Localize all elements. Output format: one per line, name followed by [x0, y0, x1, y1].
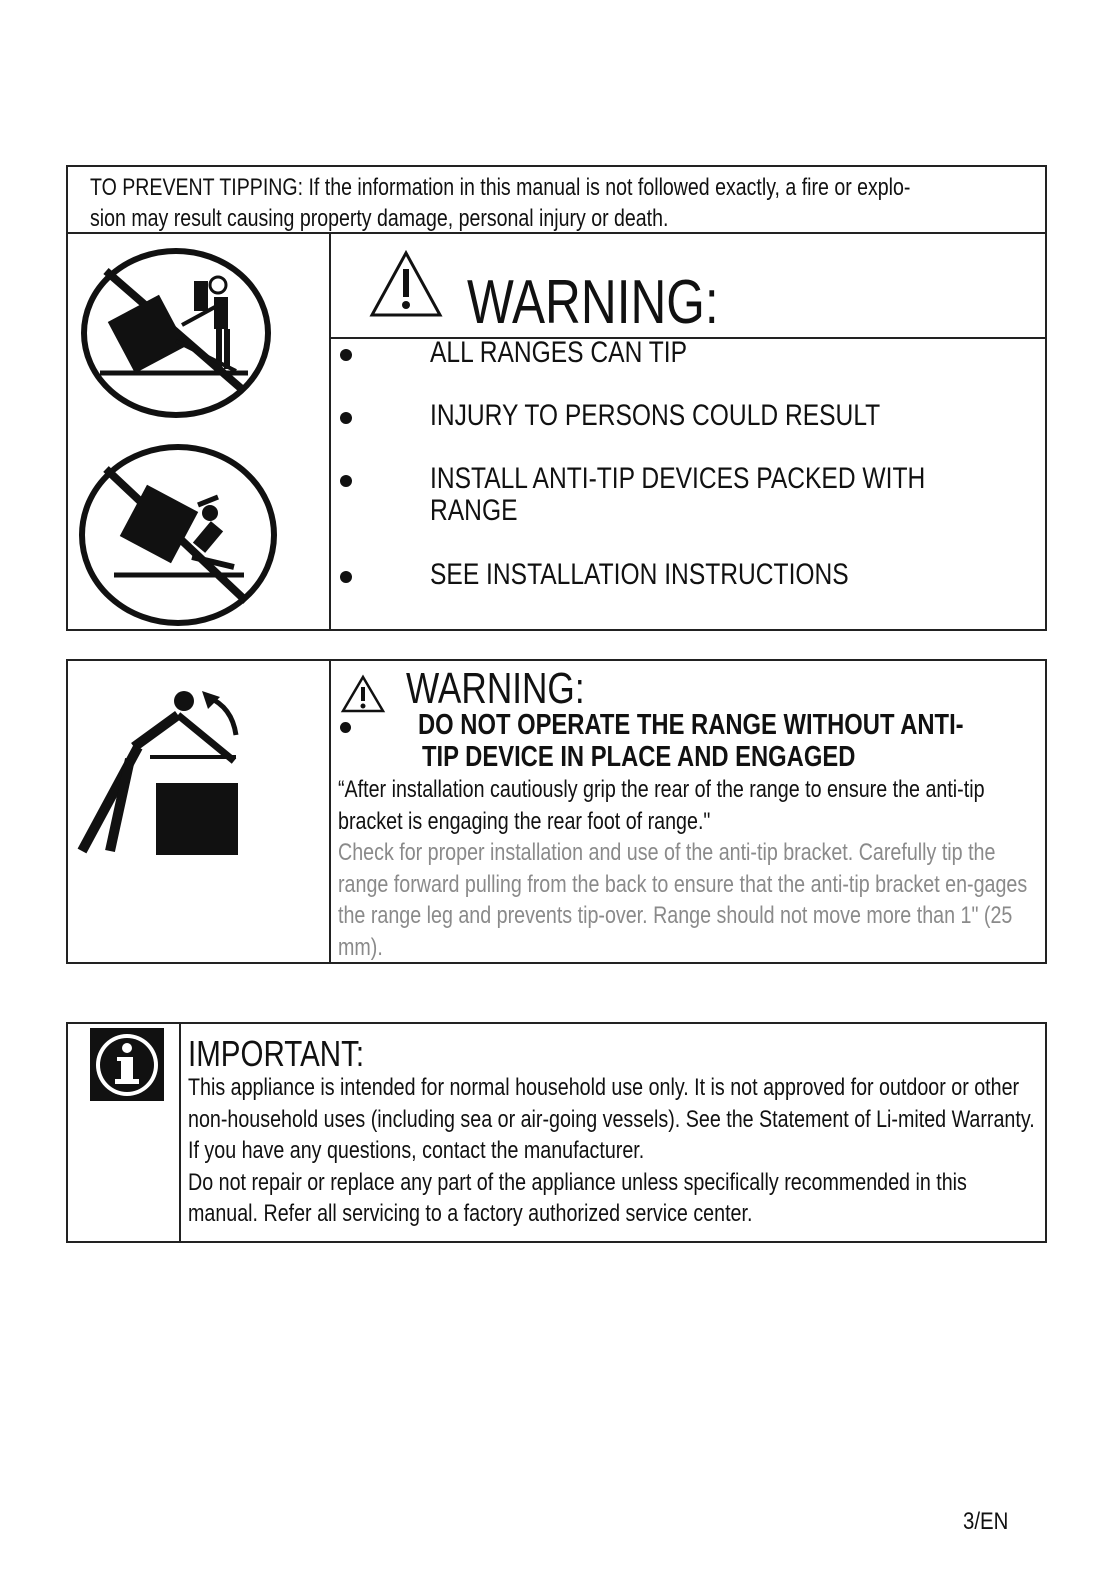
section2-divider	[329, 661, 331, 964]
warning-title	[406, 664, 629, 714]
tipping-text-line2: sion may result causing property damage, personal injury or death.	[90, 205, 669, 232]
bullet-text: SEE INSTALLATION INSTRUCTIONS	[430, 558, 849, 591]
warning-triangle-icon	[368, 249, 444, 319]
warning-triangle-icon	[340, 674, 386, 714]
page-number: 3/EN	[963, 1508, 1009, 1535]
tipping-label: TO PREVENT TIPPING:	[90, 174, 304, 201]
no-tipping-icon-2	[74, 439, 282, 629]
important-box	[66, 1022, 1047, 1243]
section1-divider	[329, 232, 331, 631]
no-tipping-icon	[76, 241, 276, 421]
bullet-dot	[340, 571, 352, 583]
bold-bullet-line2: TIP DEVICE IN PLACE AND ENGAGED	[422, 741, 856, 773]
anti-tip-warning-box	[66, 659, 1047, 964]
bullet-text: ALL RANGES CAN TIP	[430, 336, 688, 369]
important-paragraph-1: This appliance is intended for normal household use only. It is not approved for outdoor or other non-household uses (including sea or air-going vessels). See the Statement of Li-mited Warranty. If you have any questions, contact the manufacturer.	[188, 1074, 1035, 1164]
warning-title-text: WARNING:	[467, 268, 719, 337]
important-title: IMPORTANT:	[188, 1033, 365, 1074]
check-paragraph: Check for proper installation and use of the anti-tip bracket. Carefully tip the range forward pulling from the back to ensure that the anti-tip bracket en-gages the range leg and prevents tip-over. Range should not move more than 1" (25 mm).	[338, 839, 1028, 961]
bullet-text: INSTALL ANTI-TIP DEVICES PACKED WITH	[430, 462, 926, 495]
tipping-header	[68, 167, 1045, 234]
warning-title	[467, 268, 782, 338]
bold-bullet-line1: DO NOT OPERATE THE RANGE WITHOUT ANTI-	[418, 709, 964, 741]
section3-divider	[179, 1024, 181, 1243]
important-paragraph-2: Do not repair or replace any part of the appliance unless specifically recommended in this manual. Refer all servicing to a factory authorized service center.	[188, 1168, 967, 1227]
anti-tip-check-icon	[74, 687, 254, 859]
important-text	[188, 1072, 1041, 1230]
bullet-dot	[340, 475, 352, 487]
bullet-text: INJURY TO PERSONS COULD RESULT	[430, 399, 881, 432]
tipping-text-line1: If the information in this manual is not followed exactly, a fire or explo-	[303, 174, 911, 201]
tipping-header-text	[90, 172, 1019, 234]
bullet-dot	[340, 349, 352, 361]
tipping-warning-box	[66, 165, 1047, 631]
quote-paragraph: “After installation cautiously grip the rear of the range to ensure the anti-tip bracket is engaging the rear foot of range."	[338, 776, 985, 835]
bullet-text: RANGE	[430, 494, 518, 527]
info-icon	[90, 1028, 164, 1101]
warning-title-text: WARNING:	[406, 664, 585, 713]
bullet-dot	[340, 412, 352, 424]
bullet-dot	[340, 722, 351, 733]
